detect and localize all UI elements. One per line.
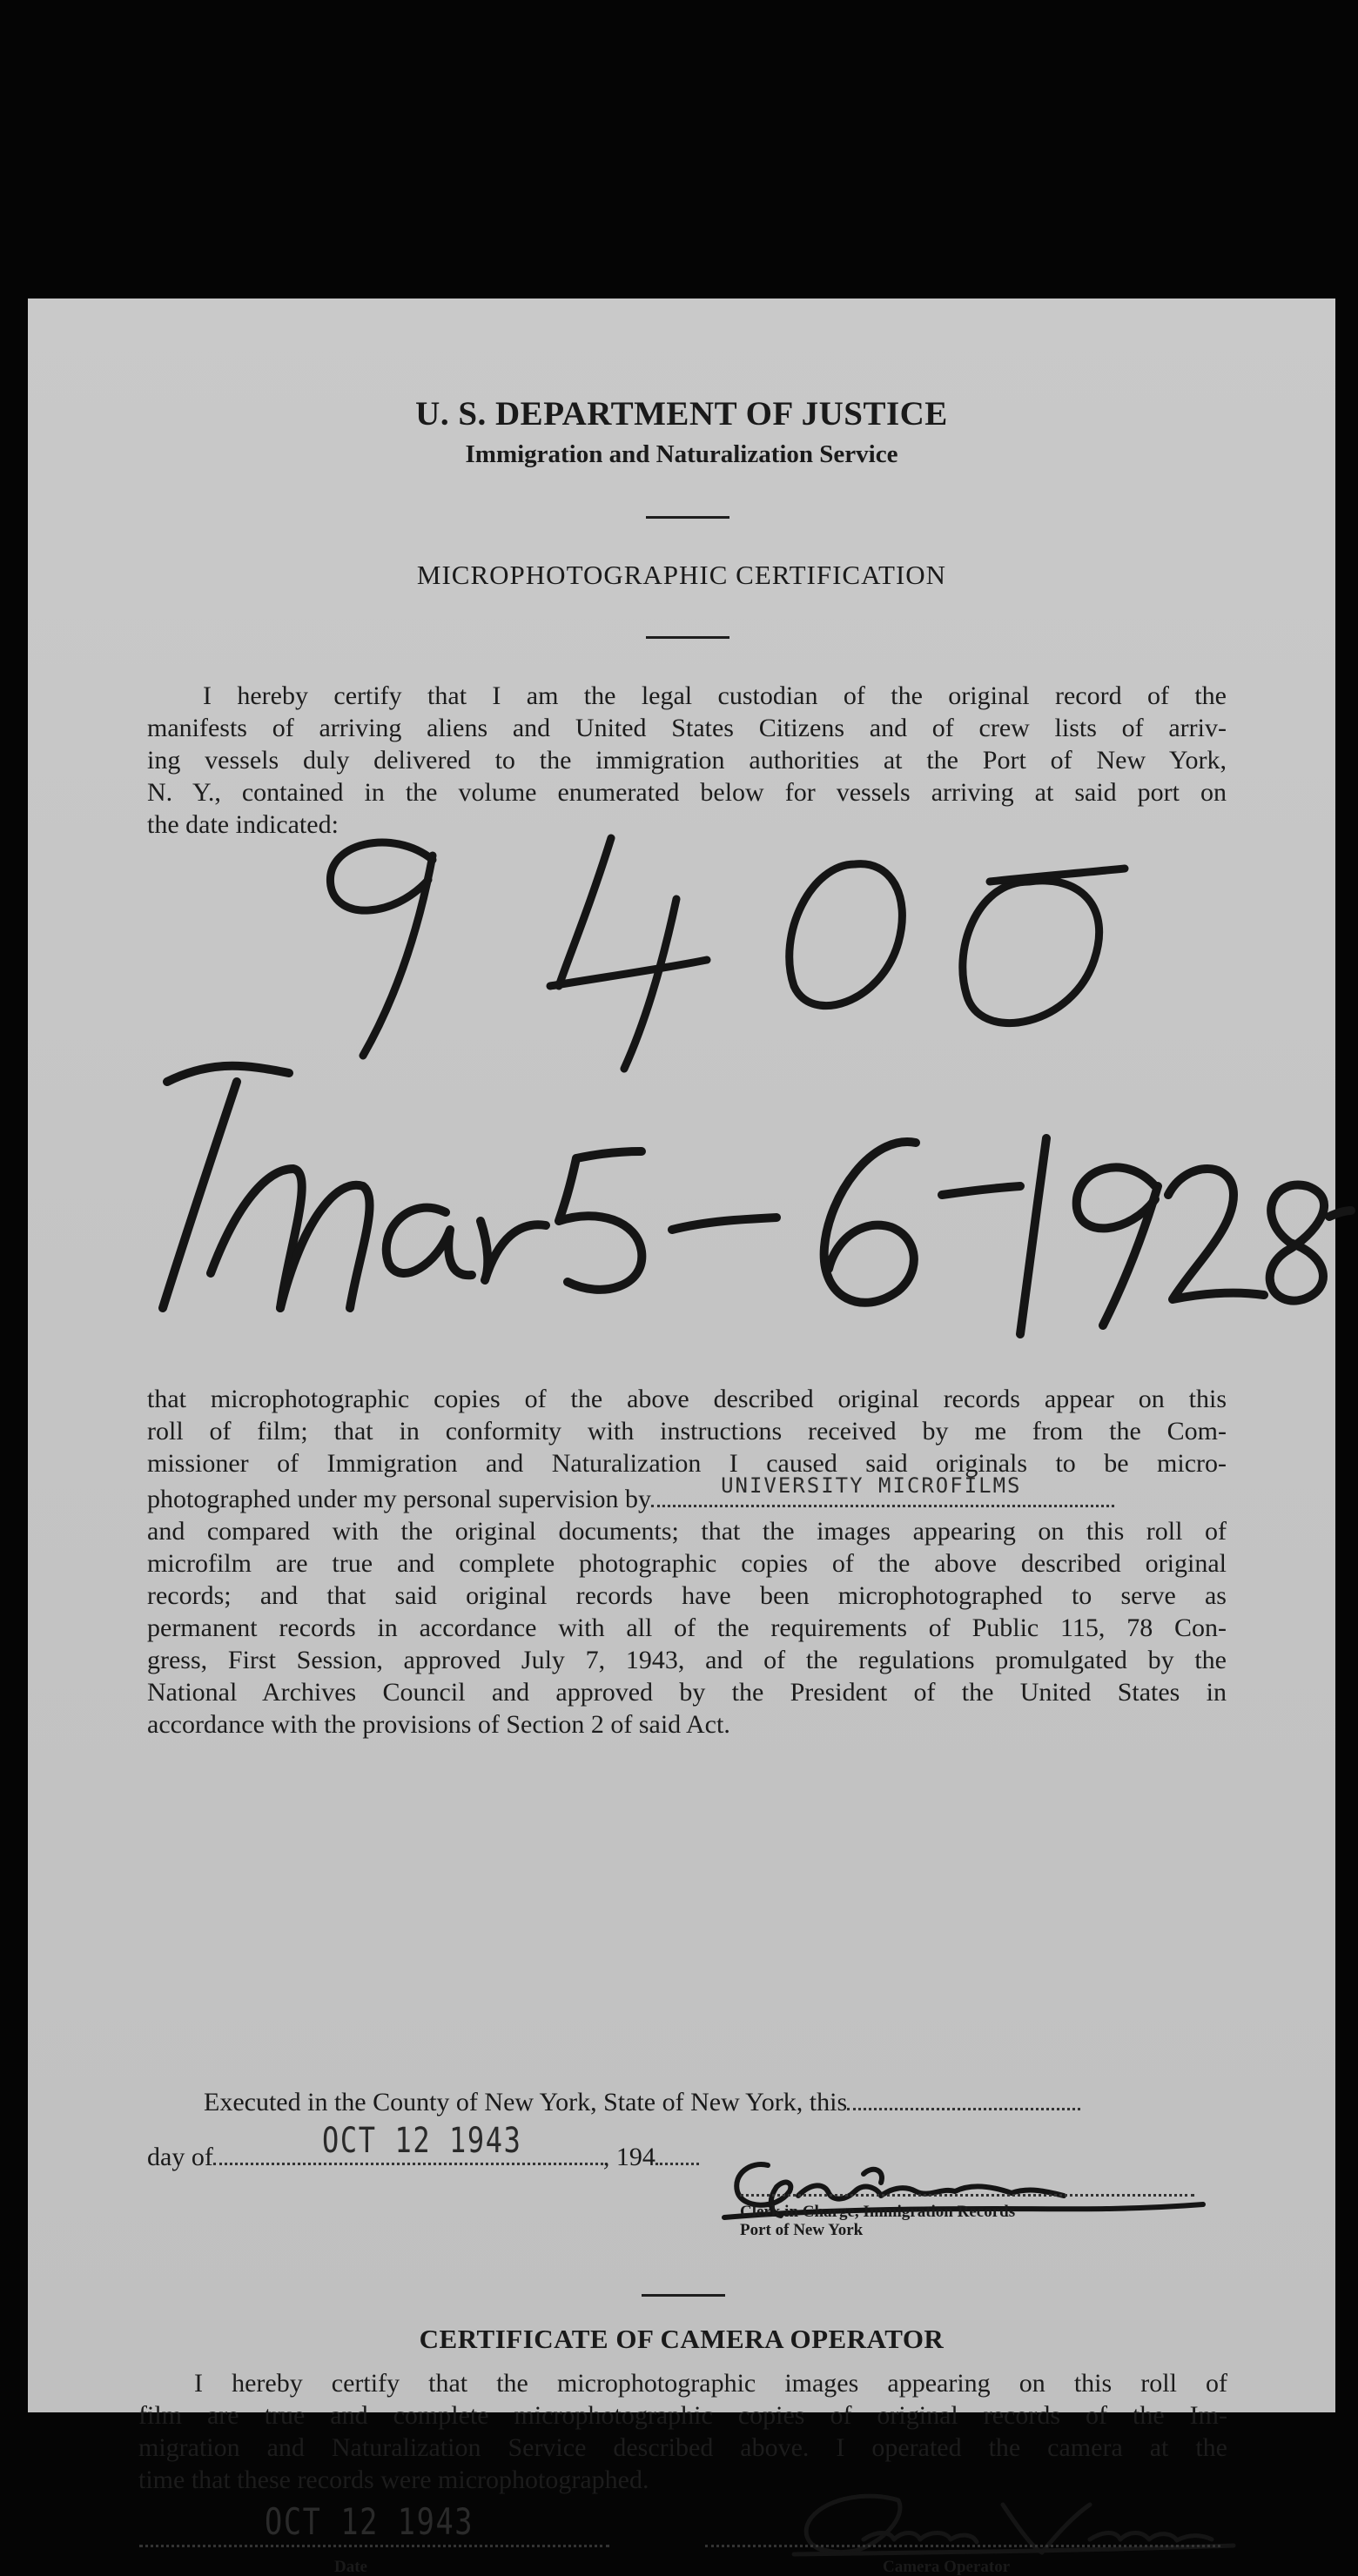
body-line: permanent records in accordance with all of the requirements of Public 115, 78 Con- [147,1613,1227,1642]
university-microfilms-stamp: UNIVERSITY MICROFILMS [721,1473,1022,1498]
year-label: , 194 [602,2143,655,2171]
handwritten-date [115,1047,1351,1334]
year-blank [655,2142,699,2165]
camera-operator-label: Camera Operator [883,2558,1011,2576]
camera-date-stamp: OCT 12 1943 [265,2500,474,2543]
divider [642,2294,725,2297]
intro-line: manifests of arriving aliens and United States Citizens and of crew lists of arriv- [147,714,1227,742]
intro-line: N. Y., contained in the volume enumerated below for vessels arriving at said port on [147,778,1227,807]
intro-line: I hereby certify that I am the legal custodian of the original record of the [203,681,1227,710]
day-of-line [147,2121,699,2172]
certificate-page [28,299,1335,2576]
executed-text: Executed in the County of New York, State of New York, this [204,2088,848,2116]
body-line: roll of film; that in conformity with instructions received by me from the Com- [147,1417,1227,1446]
camera-line: I hereby certify that the microphotographic images appearing on this roll of [194,2369,1227,2398]
executed-day-blank [847,2087,1080,2110]
day-of-label: day of [147,2143,213,2171]
body-line: that microphotographic copies of the above described original records appear on this [147,1385,1227,1413]
divider [646,516,729,519]
supervision-blank [651,1473,1114,1507]
body-line: microfilm are true and complete photographic copies of the above described original [147,1549,1227,1578]
intro-line: ing vessels duly delivered to the immigration authorities at the Port of New York, [147,746,1227,775]
divider [646,636,729,639]
section-title: MICROPHOTOGRAPHIC CERTIFICATION [416,560,947,590]
supervision-prefix: photographed under my personal supervision by [147,1485,652,1513]
camera-operator-line [705,2545,1220,2547]
body-line: missioner of Immigration and Naturalization I caused said originals to be micro- [147,1449,1227,1478]
camera-line: time that these records were microphotographed. [138,2465,649,2494]
clerk-title-line1: Clerk in Charge, Immigration Records [740,2203,1016,2221]
intro-line: the date indicated: [147,810,339,839]
executed-line [204,2087,1080,2117]
clerk-title [740,2203,1015,2239]
camera-line: film are true and complete microphotographic copies of original records of the Im- [138,2401,1227,2430]
date-line [139,2545,609,2547]
camera-operator-signature [759,2483,1247,2570]
execution-date-stamp: OCT 12 1943 [321,2121,522,2161]
body-line: records; and that said original records have been microphotographed to serve as [147,1581,1227,1610]
camera-section-title: CERTIFICATE OF CAMERA OPERATOR [419,2324,945,2354]
clerk-signature-line [740,2194,1194,2197]
body-line: and compared with the original documents; that the images appearing on this roll of [147,1517,1227,1546]
body-line: National Archives Council and approved by the President of the United States in [147,1678,1227,1707]
camera-line: migration and Naturalization Service described above. I operated the camera at the [138,2433,1227,2462]
camera-paragraph [138,2367,1227,2496]
body-paragraph [147,1383,1227,1741]
day-of-blank [213,2121,603,2165]
department-title: U. S. DEPARTMENT OF JUSTICE [415,395,948,433]
supervision-line [147,1473,1227,1515]
body-line: gress, First Session, approved July 7, 1943, and of the regulations promulgated by the [147,1646,1227,1674]
handwritten-volume-number [289,812,1194,1073]
date-label: Date [334,2558,367,2576]
body-line: accordance with the provisions of Section 2 of said Act. [147,1710,730,1739]
clerk-title-line2: Port of New York [740,2221,864,2239]
service-subtitle: Immigration and Naturalization Service [465,440,898,468]
